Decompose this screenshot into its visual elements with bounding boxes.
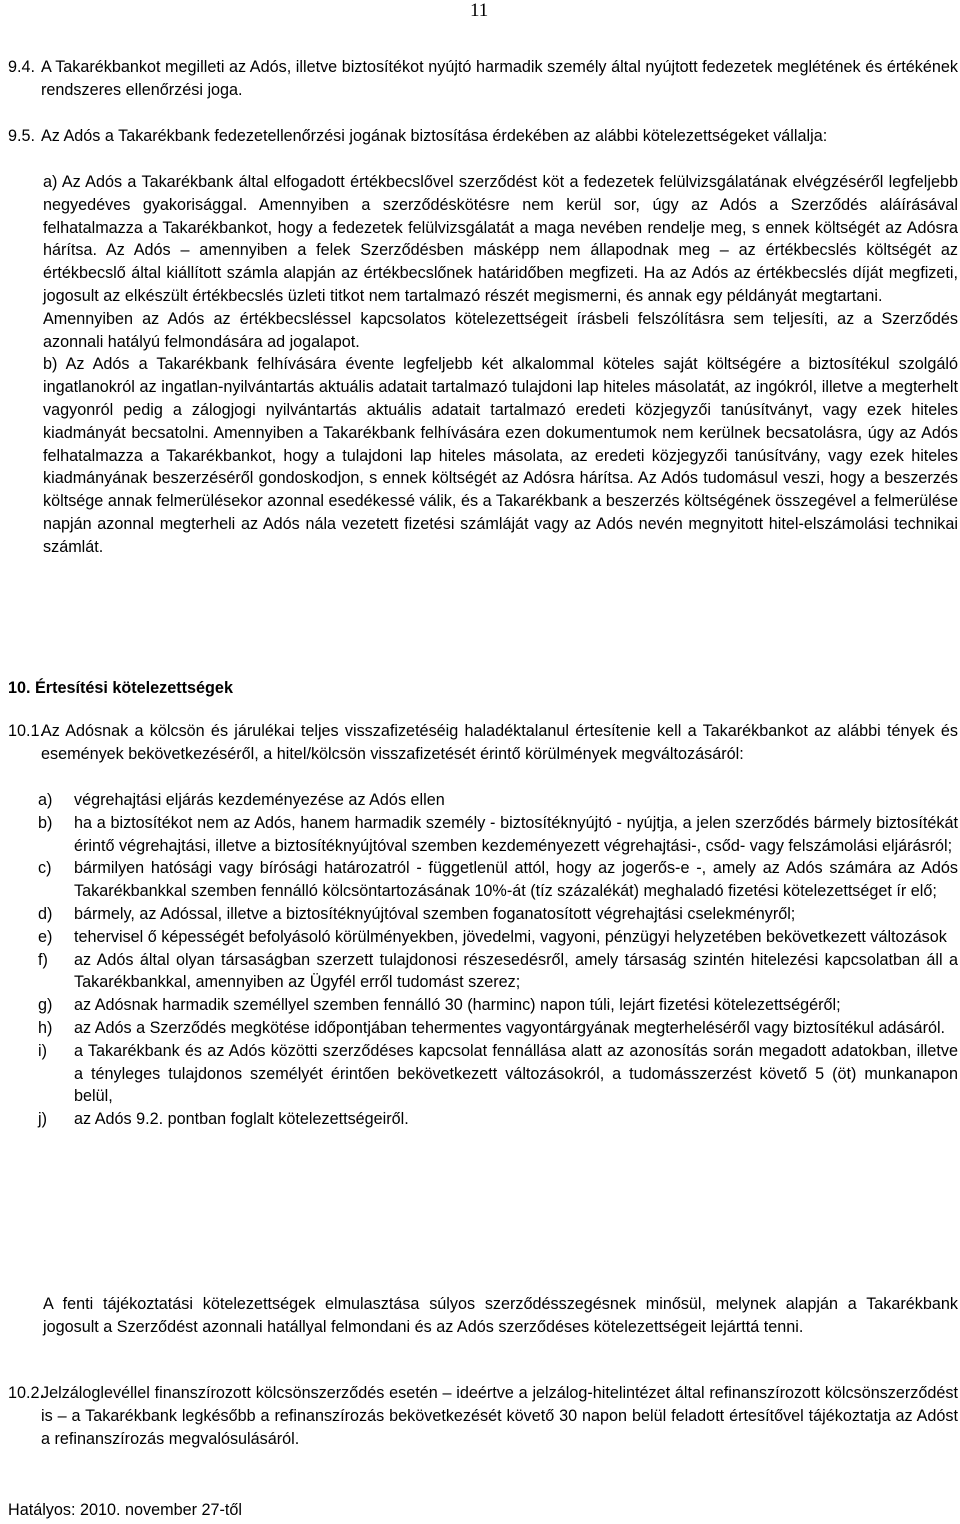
list-item-text: a Takarékbank és az Adós közötti szerződéses kapcsolat fennállása alatt az azonosítás során megadott adatokban, illetve a tényleges tulajdonos személyét érintően bekövetkezett változásokról, a tudomásszerzést követő 5 (öt) munkanapon belül, (74, 1041, 958, 1106)
section-heading-10: 10. Értesítési kötelezettségek (8, 679, 233, 697)
list-marker: b) (38, 813, 53, 832)
list-item-text: bármilyen hatósági vagy bírósági határozatról - függetlenül attól, hogy az jogerős-e -, amely az Adós számára az Adós Takarékbankkal szemben fennálló kölcsöntartozásának 10%-át (tíz százalékát) meghaladó fizetési kötelezettséget ír elő; (74, 859, 958, 901)
section-text: Az Adós a Takarékbank fedezetellenőrzési jogának biztosítása érdekében az alábbi kötelezettségeket vállalja: (41, 127, 828, 145)
list-item-text: tehervisel ő képességét befolyásoló körülményekben, jövedelmi, vagyoni, pénzügyi helyzetében bekövetkezett változások (74, 927, 947, 946)
list-item (8, 789, 958, 812)
list-item (8, 949, 958, 995)
section-text: Jelzáloglevéllel finanszírozott kölcsönszerződés esetén – ideértve a jelzálog-hitelintézet által refinanszírozott kölcsönszerződést is – a Takarékbank legkésőbb a refinanszírozás bekövetkezését követő 30 napon belül feladott értesítővel tájékoztatja az Adóst a refinanszírozás megvalósulásáról. (41, 1384, 958, 1448)
list-marker: d) (38, 904, 53, 923)
section-10-2 (8, 1382, 958, 1450)
list-item (8, 1108, 958, 1131)
closing-paragraph: A fenti tájékoztatási kötelezettségek elmulasztása súlyos szerződésszegésnek minősül, melynek alapján a Takarékbank jogosult a Szerződést azonnali hatállyal felmondani és az Adós szerződéses kötelezettségeit lejárttá tenni. (43, 1295, 958, 1336)
list-item-text: bármely, az Adóssal, illetve a biztosítéknyújtóval szemben foganatosított végrehajtási cselekményről; (74, 904, 796, 923)
list-item-text: az Adós által olyan társaságban szerzett tulajdonosi részesedésről, amely társaság szintén hitelezési kapcsolatban áll a Takarékbankkal, amennyiben az Ügyfél erről tudomást szerez; (74, 950, 958, 992)
section-9-4 (8, 56, 958, 102)
list-item (8, 903, 958, 926)
list-marker: h) (38, 1018, 53, 1037)
section-10-1 (8, 720, 958, 766)
paragraph-a-cont: Amennyiben az Adós az értékbecsléssel kapcsolatos kötelezettségeit írásbeli felszólításra sem teljesíti, az a Szerződés azonnali hatályú felmondására ad jogalapot. (43, 309, 958, 351)
list-item-text: ha a biztosítékot nem az Adós, hanem harmadik személy - biztosítéknyújtó - nyújtja, a jelen szerződés bármely biztosítékát érintő végrehajtási, illetve a biztosítéknyújtóval szemben kezdeményezett végrehajtási-, csőd- vagy felszámolási eljárásról; (74, 813, 958, 855)
footer-effective-date: Hatályos: 2010. november 27-től (8, 1501, 242, 1519)
list-marker: i) (38, 1041, 47, 1060)
section-9-5-body (43, 171, 958, 559)
list-marker: e) (38, 927, 53, 946)
list-item (8, 1040, 958, 1108)
list-item-text: az Adós a Szerződés megkötése időpontjában tehermentes vagyontárgyának megterheléséről vagy biztosítékul adásáról. (74, 1018, 946, 1037)
section-number: 9.5. (8, 127, 36, 145)
list-marker: c) (38, 859, 52, 878)
list-item (8, 926, 958, 949)
paragraph-b: b) Az Adós a Takarékbank felhívására évente legfeljebb két alkalommal köteles saját költségére a biztosítékul szolgáló ingatlanokról az ingatlan-nyilvántartás aktuális adatait tartalmazó tulajdoni lap hiteles másolatát, az ingókról, illetve a megterhelt vagyonról pedig a zálogjogi nyilvántartás aktuális adatait tartalmazó eredeti közjegyzői tanúsítványt, vagy ezek hiteles kiadmányát becsatolni. Amennyiben a Takarékbank felhívására ezen dokumentumok nem kerülnek becsatolásra, úgy az Adós felhatalmazza a Takarékbankot, hogy a tulajdoni lap hiteles másolata, az eredeti közjegyzői tanúsítvány, vagy ezek hiteles kiadmányának beszerzéséről gondoskodjon, s ennek költségét az Adósra hárítsa. Az Adós tudomásul veszi, hogy a beszerzés költsége annak felmerülésekor azonnal esedékessé válik, és a Takarékbank a beszerzés költségének összegével a felmerülése napján azonnal megterheli az Adós nála vezetett fizetési számláját vagy az Adós nevén megnyitott hitel-elszámolási technikai számlát. (43, 355, 958, 556)
list-item (8, 994, 958, 1017)
list-item (8, 1017, 958, 1040)
notification-list (8, 789, 958, 1131)
paragraph-a: a) Az Adós a Takarékbank által elfogadott értékbecslővel szerződést köt a fedezetek felülvizsgálatának elvégzéséről legfeljebb negyedéves gyakorisággal. Amennyiben a szerződéskötésre nem kerül sor, úgy az Adós a Szerződés aláírásával felhatalmazza a Takarékbankot, hogy a fedezetek felülvizsgálatát a maga nevében rendelje meg, s ennek költségét az Adósra hárítsa. Az Adós – amennyiben a felek Szerződésben másképp nem állapodnak meg – az értékbecslés költségét az értékbecslő által kiállított számla alapján az értékbecslőnek határidőben megfizeti. Ha az Adós az értékbecslés díját megfizeti, jogosult az elkészült értékbecslés üzleti titkot nem tartalmazó részét megismerni, és annak egy példányát megtartani. (43, 173, 958, 305)
list-item (8, 812, 958, 858)
section-text: Az Adósnak a kölcsön és járulékai teljes visszafizetéséig haladéktalanul értesítenie kell a Takarékbankot az alábbi tények és események bekövetkezéséről, a hitel/kölcsön visszafizetését érintő körülmények megváltozásáról: (41, 722, 958, 763)
list-marker: j) (38, 1110, 47, 1129)
list-item-text: az Adósnak harmadik személlyel szemben fennálló 30 (harminc) napon túli, lejárt fizetési kötelezettségéről; (74, 996, 841, 1015)
section-text: A Takarékbankot megilleti az Adós, illetve biztosítékot nyújtó harmadik személy által nyújtott fedezetek meglétének és értékének rendszeres ellenőrzési joga. (41, 58, 958, 99)
list-item-text: az Adós 9.2. pontban foglalt kötelezettségeiről. (74, 1110, 409, 1129)
section-number: 10.2. (8, 1384, 45, 1402)
section-number: 10.1. (8, 722, 45, 740)
section-9-5 (8, 125, 958, 148)
list-item-text: végrehajtási eljárás kezdeményezése az Adós ellen (74, 791, 445, 809)
list-marker: g) (38, 996, 53, 1015)
section-number: 9.4. (8, 58, 36, 76)
list-marker: f) (38, 950, 48, 969)
list-marker: a) (38, 791, 53, 809)
list-item (8, 857, 958, 903)
page-number: 11 (470, 0, 489, 21)
